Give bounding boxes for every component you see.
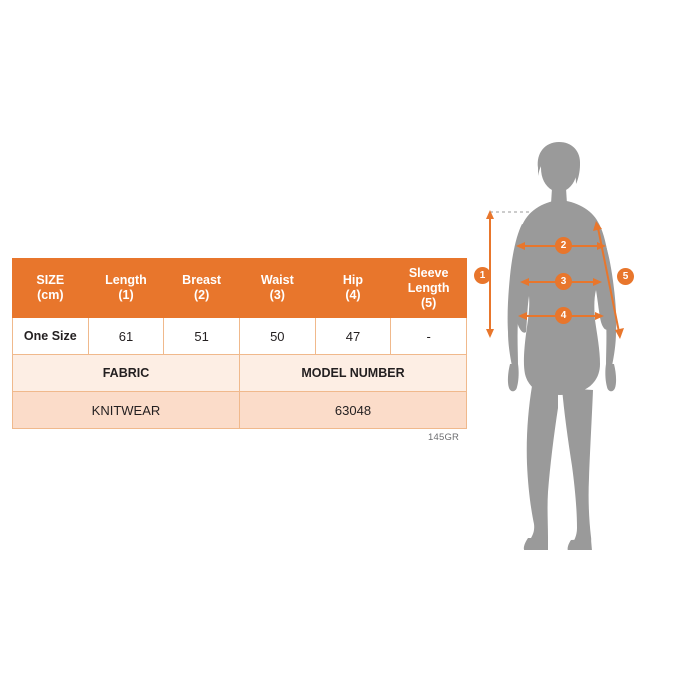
table-header-waist: Waist (3) xyxy=(239,259,315,318)
size-table-container xyxy=(12,258,467,429)
table-header-size: SIZE (cm) xyxy=(13,259,89,318)
subheader-fabric: FABRIC xyxy=(13,355,240,392)
measure-badge-4: 4 xyxy=(555,307,572,324)
measure-badge-3: 3 xyxy=(555,273,572,290)
table-header-hip: Hip (4) xyxy=(315,259,391,318)
measure-badge-1: 1 xyxy=(474,267,491,284)
table-header-row xyxy=(13,259,467,318)
table-subvalue-row xyxy=(13,392,467,429)
value-model-number: 63048 xyxy=(239,392,466,429)
table-header-sleeve-length: Sleeve Length (5) xyxy=(391,259,467,318)
cell-sleeve-length: - xyxy=(391,318,467,355)
table-subheader-row xyxy=(13,355,467,392)
cell-size: One Size xyxy=(13,318,89,355)
cell-hip: 47 xyxy=(315,318,391,355)
measure-badge-2: 2 xyxy=(555,237,572,254)
value-fabric: KNITWEAR xyxy=(13,392,240,429)
size-table xyxy=(12,258,467,429)
measure-badge-5: 5 xyxy=(617,268,634,285)
model-figure xyxy=(470,120,685,550)
table-row xyxy=(13,318,467,355)
grammage-note: 145GR xyxy=(428,432,460,443)
cell-waist: 50 xyxy=(239,318,315,355)
subheader-model-number: MODEL NUMBER xyxy=(239,355,466,392)
female-silhouette-icon xyxy=(470,120,685,550)
table-header-length: Length (1) xyxy=(88,259,164,318)
table-header-breast: Breast (2) xyxy=(164,259,240,318)
cell-length: 61 xyxy=(88,318,164,355)
cell-breast: 51 xyxy=(164,318,240,355)
